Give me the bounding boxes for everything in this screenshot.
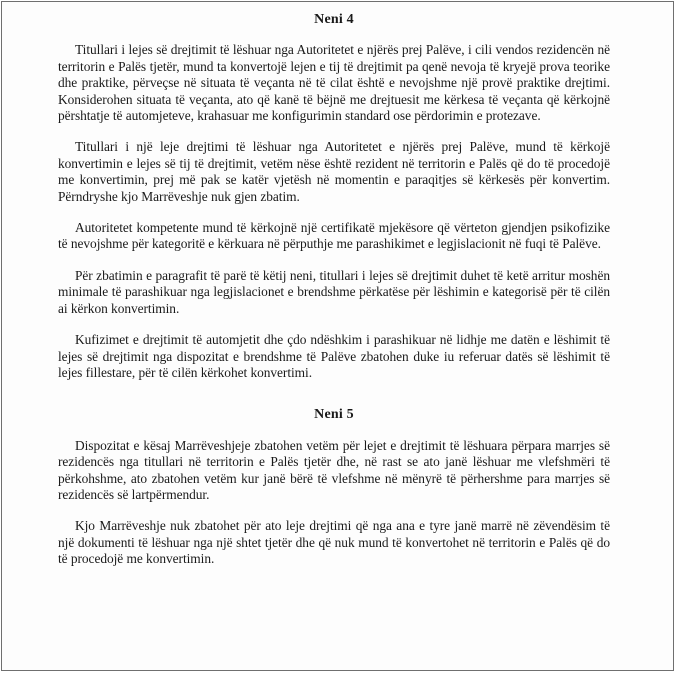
article-4-paragraph-2: Titullari i një leje drejtimi të lëshuar nga Autoritetet e njërës prej Palëve, mund të kërkojë konvertimin e lejes së tij të drejtimit, vetëm nëse është rezident në territorin e Palës që do të procedojë me konvertimin, prej më pak se katër vjetësh në momentin e paraqitjes së kërkesës për konvertim. Përndryshe kjo Marrëveshje nuk gjen zbatim. (58, 139, 610, 204)
article-5-paragraph-2: Kjo Marrëveshje nuk zbatohet për ato leje drejtimi që nga ana e tyre janë marrë në zëvendësim të një dokumenti të lëshuar nga një shtet tjetër dhe që nuk mund të konvertohet në territorin e Palës që do të procedojë me konvertimin. (58, 518, 610, 567)
article-4-paragraph-3: Autoritetet kompetente mund të kërkojnë një certifikatë mjekësore që vërteton gjendjen psikofizike të nevojshme për kategoritë e kërkuara në përputhje me parashikimet e legjislacionit në fuqi të Palëve. (58, 220, 610, 252)
article-4-paragraph-5: Kufizimet e drejtimit të automjetit dhe çdo ndëshkim i parashikuar në lidhje me datën e lëshimit të lejes së drejtimit nga dispozitat e brendshme të Palëve zbatohen duke iu referuar datës së lëshimit të lejes fillestare, për të cilën kërkohet konvertimi. (58, 332, 610, 380)
article-4-paragraph-4: Për zbatimin e paragrafit të parë të këtij neni, titullari i lejes së drejtimit duhet të ketë arritur moshën minimale të parashikuar nga legjislacionet e brendshme përkatëse për lëshimin e kategorisë për të cilën ai kërkon konvertimin. (58, 267, 610, 316)
article-5-heading: Neni 5 (314, 407, 354, 423)
article-4-heading: Neni 4 (314, 12, 354, 27)
article-4-paragraph-1: Titullari i lejes së drejtimit të lëshuar nga Autoritetet e njërës prej Palëve, i cili vendos rezidencën në territorin e Palës tjetër, mund ta konvertojë lejen e tij të drejtimit pa qenë nevoja të kryejë prova teorike dhe praktike, përveçse në situata të veçanta në të cilat është e nevojshme një provë praktike drejtimi. Konsiderohen situata të veçanta, ato që kanë të bëjnë me drejtuesit me kërkesa të veçanta që kërkojnë përshtatje të automjeteve, krahasuar me konfigurimin standard ose përdorimin e protezave. (58, 42, 610, 124)
document-body (58, 12, 610, 583)
article-5-paragraph-1: Dispozitat e kësaj Marrëveshjeje zbatohen vetëm për lejet e drejtimit të lëshuara përpara marrjes së rezidencës nga titullari në territorin e Palës tjetër dhe, në rast se ato janë lëshuar me vlefshmëri të përkohshme, ato zbatohen vetëm kur janë bërë të vlefshme në mënyrë të përhershme para marrjes së rezidencës së lartpërmendur. (58, 437, 610, 502)
